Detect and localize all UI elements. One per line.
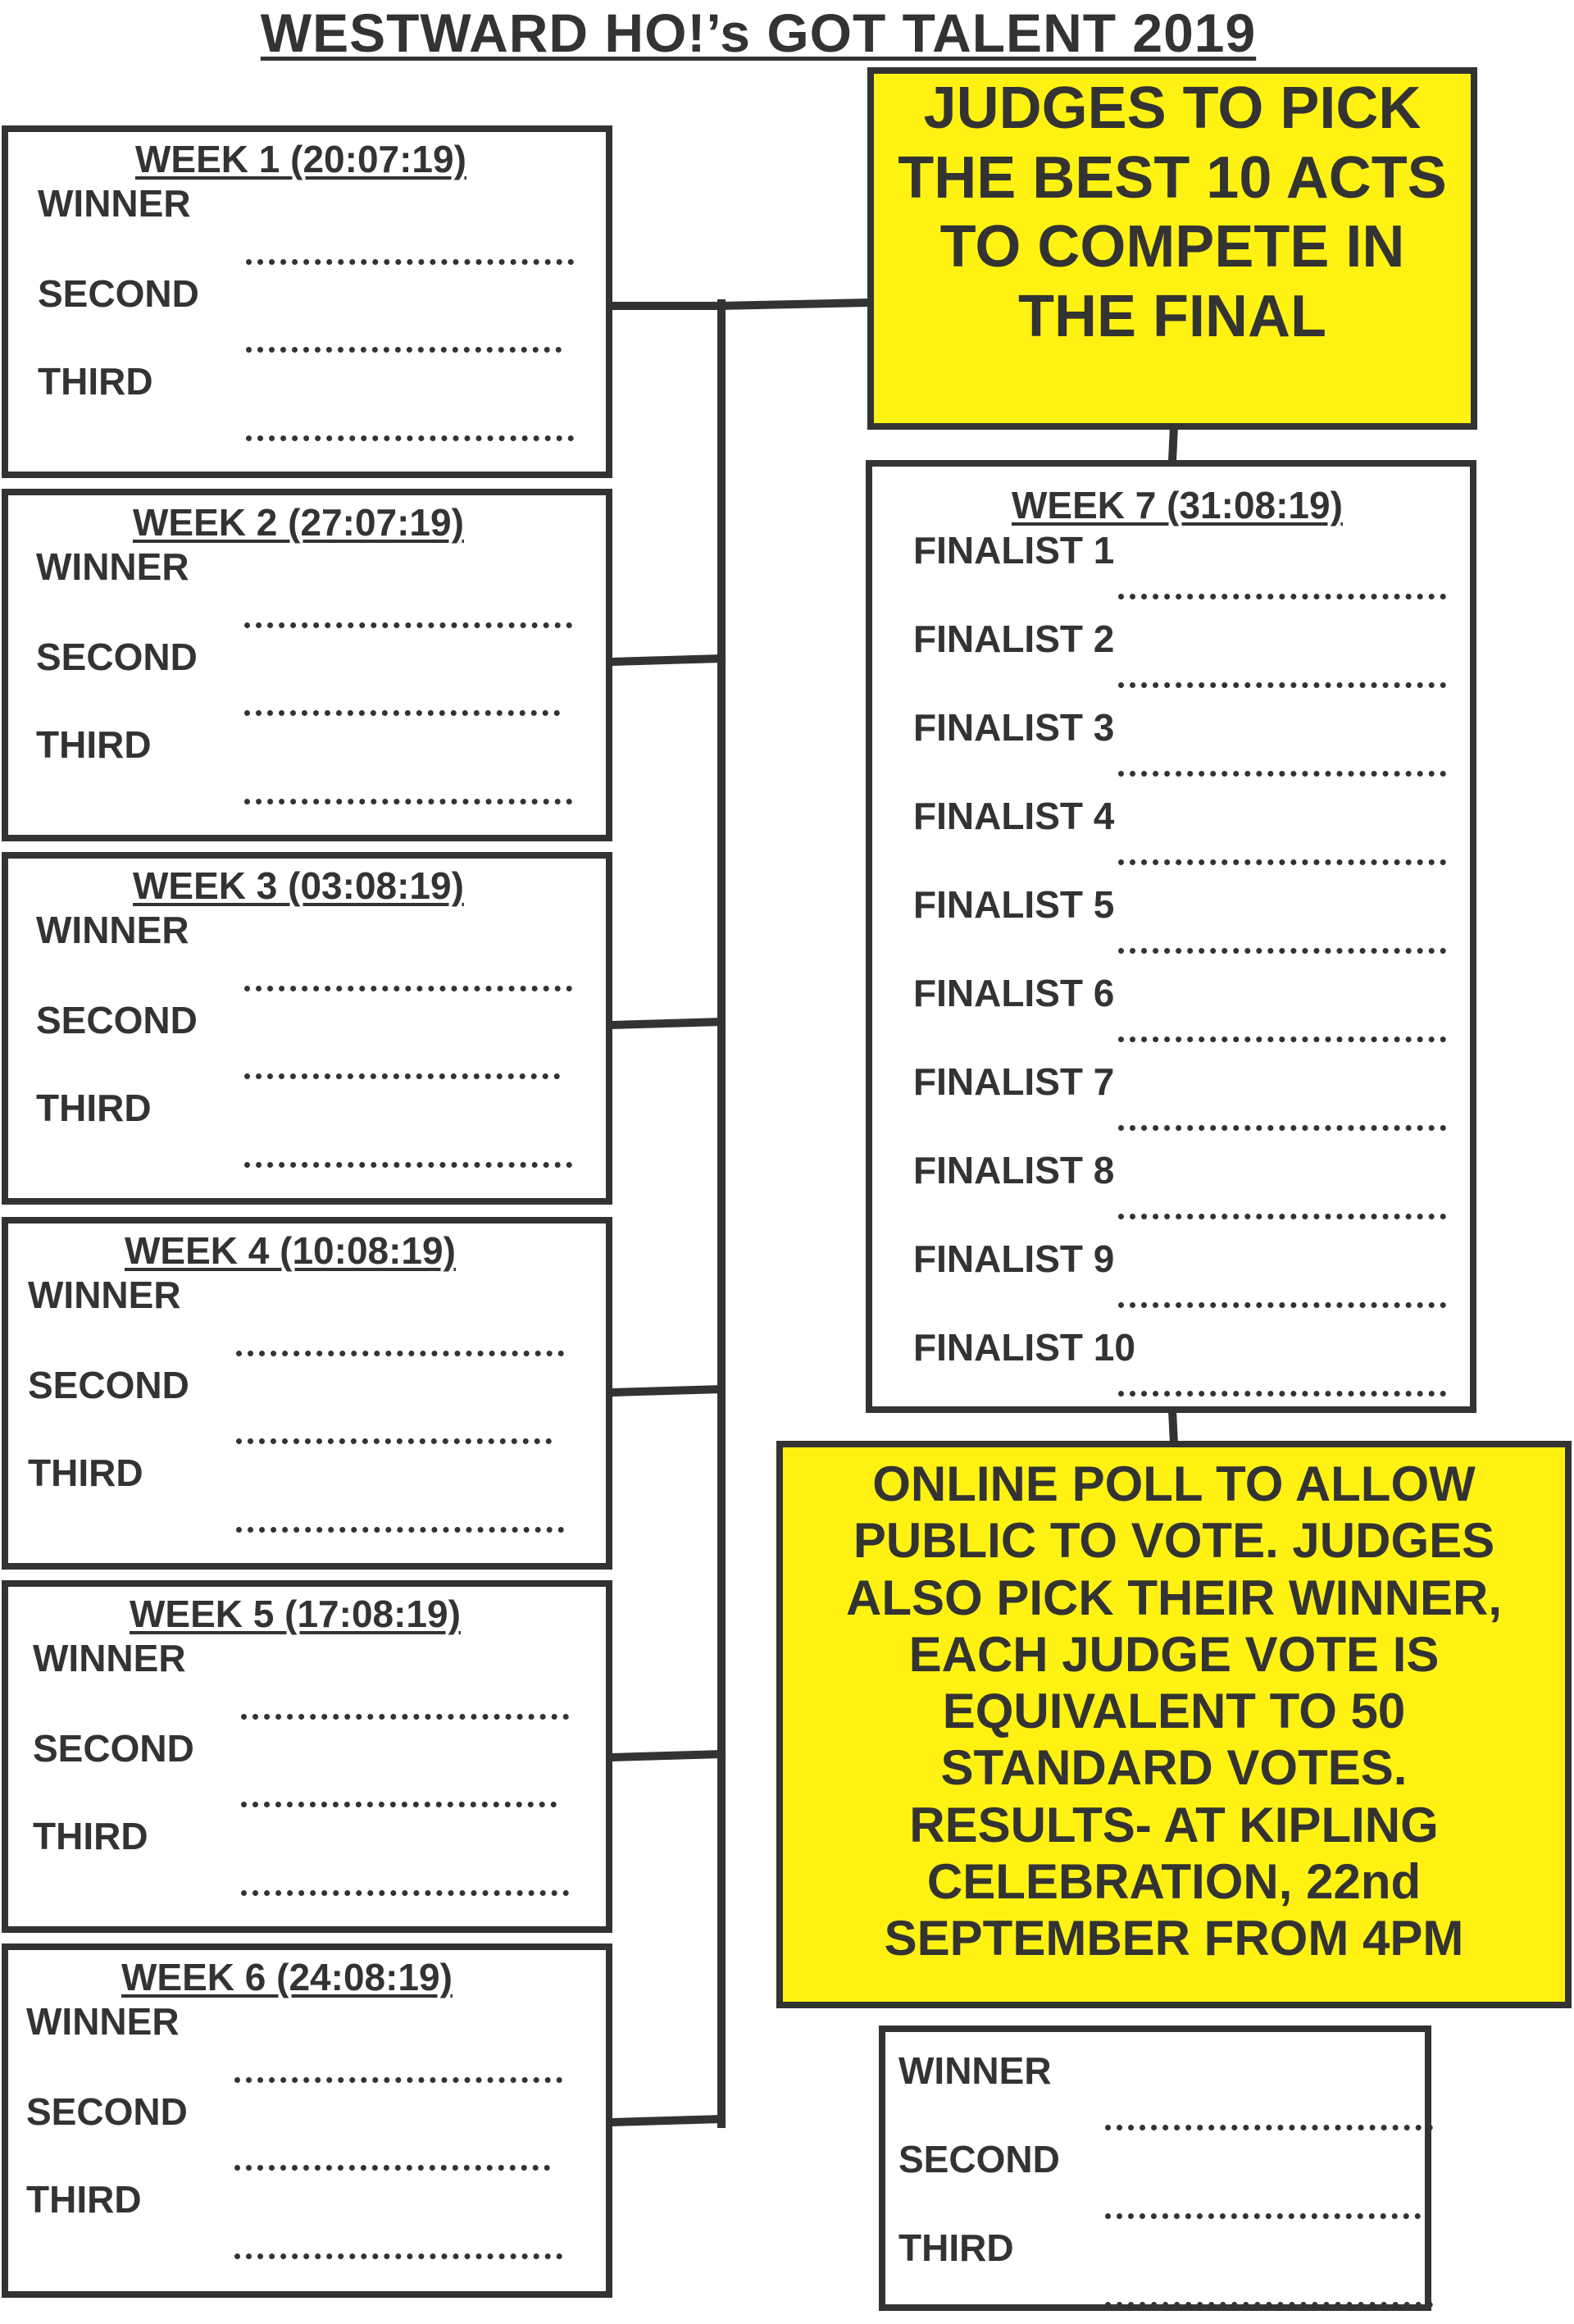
finalist-7-entry-line[interactable] (1118, 1125, 1446, 1131)
second-label: SECOND (33, 1727, 194, 1770)
third-label: THIRD (26, 2178, 142, 2221)
winner-label: WINNER (33, 1637, 186, 1679)
week-4-box (2, 1217, 612, 1570)
finalist-1-entry-line[interactable] (1118, 594, 1446, 599)
third-entry-line[interactable] (244, 1162, 572, 1168)
winner-entry-line[interactable] (236, 1351, 564, 1356)
page-title: WESTWARD HO!’s GOT TALENT 2019 (260, 2, 1257, 63)
third-entry-line[interactable] (1105, 2302, 1433, 2308)
third-label: THIRD (898, 2226, 1014, 2269)
third-label: THIRD (38, 360, 153, 403)
second-label: SECOND (26, 2090, 188, 2133)
finalist-6-entry-line[interactable] (1118, 1037, 1446, 1042)
week-3-heading: WEEK 3 (03:08:19) (133, 864, 464, 907)
second-entry-line[interactable] (244, 710, 560, 716)
finalist-10-entry-line[interactable] (1118, 1391, 1446, 1397)
second-label: SECOND (898, 2138, 1060, 2180)
judges-instruction-text: JUDGES TO PICK THE BEST 10 ACTS TO COMPETE IN THE FINAL (898, 75, 1447, 349)
second-label: SECOND (28, 1364, 189, 1406)
winner-label: WINNER (38, 182, 191, 225)
week-2-heading: WEEK 2 (27:07:19) (133, 501, 464, 544)
finalist-1-label: FINALIST 1 (913, 529, 1115, 572)
finalist-4-entry-line[interactable] (1118, 859, 1446, 865)
winner-label: WINNER (28, 1274, 181, 1316)
finalist-6-label: FINALIST 6 (913, 972, 1115, 1014)
finalist-5-label: FINALIST 5 (913, 883, 1115, 926)
week-1-box (2, 125, 612, 478)
finalist-8-entry-line[interactable] (1118, 1214, 1446, 1219)
second-entry-line[interactable] (246, 347, 562, 353)
week-2-box (2, 489, 612, 841)
judges-selection-box (867, 67, 1477, 430)
third-entry-line[interactable] (241, 1890, 569, 1896)
finalist-4-label: FINALIST 4 (913, 795, 1115, 837)
winner-label: WINNER (898, 2049, 1052, 2092)
second-entry-line[interactable] (236, 1438, 552, 1444)
third-entry-line[interactable] (244, 799, 572, 804)
third-entry-line[interactable] (246, 435, 574, 441)
second-entry-line[interactable] (241, 1802, 557, 1807)
second-label: SECOND (36, 999, 198, 1041)
winner-label: WINNER (36, 909, 189, 951)
finalist-8-label: FINALIST 8 (913, 1149, 1115, 1192)
winner-entry-line[interactable] (244, 622, 572, 628)
winner-label: WINNER (36, 545, 189, 588)
poll-instruction-text: ONLINE POLL TO ALLOW PUBLIC TO VOTE. JUDGES ALSO PICK THEIR WINNER, EACH JUDGE VOTE IS EQUIVALENT TO 50 STANDARD VOTES. RESULTS- AT KIPLING CELEBRATION, 22nd SEPTEMBER FROM 4PM (845, 1456, 1502, 1966)
third-entry-line[interactable] (234, 2253, 562, 2259)
second-label: SECOND (36, 636, 198, 678)
third-label: THIRD (36, 1087, 152, 1129)
third-label: THIRD (28, 1451, 143, 1494)
finalist-2-entry-line[interactable] (1118, 682, 1446, 688)
winner-entry-line[interactable] (241, 1714, 569, 1720)
winner-entry-line[interactable] (246, 259, 574, 265)
winner-label: WINNER (26, 2000, 180, 2043)
second-label: SECOND (38, 272, 199, 315)
finalist-9-label: FINALIST 9 (913, 1237, 1115, 1280)
second-entry-line[interactable] (244, 1073, 560, 1079)
third-entry-line[interactable] (236, 1527, 564, 1533)
third-label: THIRD (36, 723, 152, 766)
second-entry-line[interactable] (234, 2165, 550, 2171)
week-4-heading: WEEK 4 (10:08:19) (125, 1229, 456, 1272)
finalist-3-entry-line[interactable] (1118, 771, 1446, 777)
week-1-heading: WEEK 1 (20:07:19) (135, 138, 466, 180)
online-poll-box (776, 1441, 1572, 2008)
finalist-3-label: FINALIST 3 (913, 706, 1115, 749)
week-5-box (2, 1580, 612, 1933)
week-6-heading: WEEK 6 (24:08:19) (121, 1956, 453, 1998)
finalist-2-label: FINALIST 2 (913, 617, 1115, 660)
finalist-9-entry-line[interactable] (1118, 1302, 1446, 1308)
week-5-heading: WEEK 5 (17:08:19) (130, 1593, 461, 1635)
week-6-box (2, 1944, 612, 2298)
week-7-final-box (866, 460, 1476, 1413)
winner-entry-line[interactable] (1105, 2125, 1433, 2130)
week-7-heading: WEEK 7 (31:08:19) (1012, 484, 1343, 526)
final-results-box (879, 2026, 1431, 2311)
winner-entry-line[interactable] (244, 986, 572, 991)
finalist-7-label: FINALIST 7 (913, 1060, 1115, 1103)
winner-entry-line[interactable] (234, 2077, 562, 2083)
second-entry-line[interactable] (1105, 2213, 1421, 2219)
week-3-box (2, 852, 612, 1205)
finalist-10-label: FINALIST 10 (913, 1326, 1135, 1369)
third-label: THIRD (33, 1815, 148, 1857)
finalist-5-entry-line[interactable] (1118, 948, 1446, 954)
